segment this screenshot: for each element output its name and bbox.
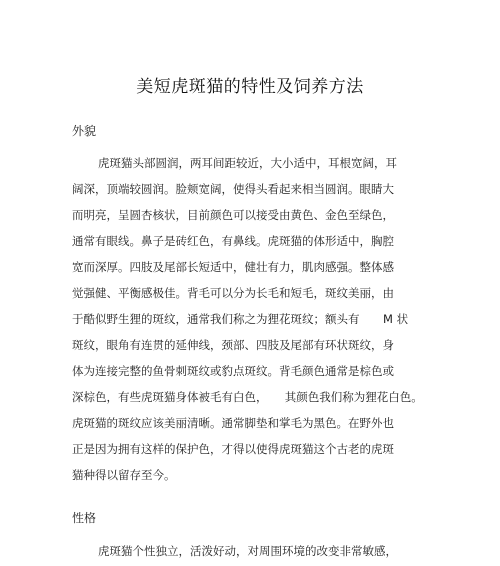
m-mark-text: M 状 xyxy=(383,312,409,326)
paragraph-line: 斑纹，眼角有连贯的延伸线，颈部、四肢及尾部有环状斑纹，身 xyxy=(72,338,394,352)
section-heading-personality: 性格 xyxy=(72,511,97,525)
paragraph-line: 猫种得以留存至今。 xyxy=(72,468,176,482)
paragraph-line: 通常有眼线。鼻子是砖红色，有鼻线。虎斑猫的体形适中，胸腔 xyxy=(72,234,394,248)
paragraph-line: 阔深，顶端较圆润。脸颊宽阔，使得头看起来相当圆润。眼睛大 xyxy=(72,182,394,196)
paragraph-line: 深棕色，有些虎斑猫身体被毛有白色， 其颜色我们称为狸花白色。 xyxy=(72,390,423,404)
paragraph-line: 虎斑猫个性独立，活泼好动，对周围环境的改变非常敏感， xyxy=(98,544,397,558)
paragraph-line: 而明亮，呈圆杏核状，目前颜色可以接受由黄色、金色至绿色， xyxy=(72,208,394,222)
paragraph-line: 觉强健、平衡感极佳。背毛可以分为长毛和短毛，斑纹美丽，由 xyxy=(72,286,394,300)
paragraph-line: 虎斑猫的斑纹应该美丽清晰。通常脚垫和掌毛为黑色。在野外也 xyxy=(72,416,394,430)
paragraph-line: 正是因为拥有这样的保护色，才得以使得虎斑猫这个古老的虎斑 xyxy=(72,442,394,456)
paragraph-line: 体为连接完整的鱼骨刺斑纹或豹点斑纹。背毛颜色通常是棕色或 xyxy=(72,364,394,378)
paragraph-line: 于酷似野生狸的斑纹，通常我们称之为狸花斑纹；额头有 xyxy=(72,312,360,326)
section-heading-appearance: 外貌 xyxy=(72,124,97,138)
paragraph-line: 宽而深厚。四肢及尾部长短适中，健壮有力，肌肉感强。整体感 xyxy=(72,260,394,274)
paragraph-line: 虎斑猫头部圆润，两耳间距较近，大小适中，耳根宽阔，耳 xyxy=(98,156,397,170)
document-title: 美短虎斑猫的特性及饲养方法 xyxy=(136,77,364,97)
